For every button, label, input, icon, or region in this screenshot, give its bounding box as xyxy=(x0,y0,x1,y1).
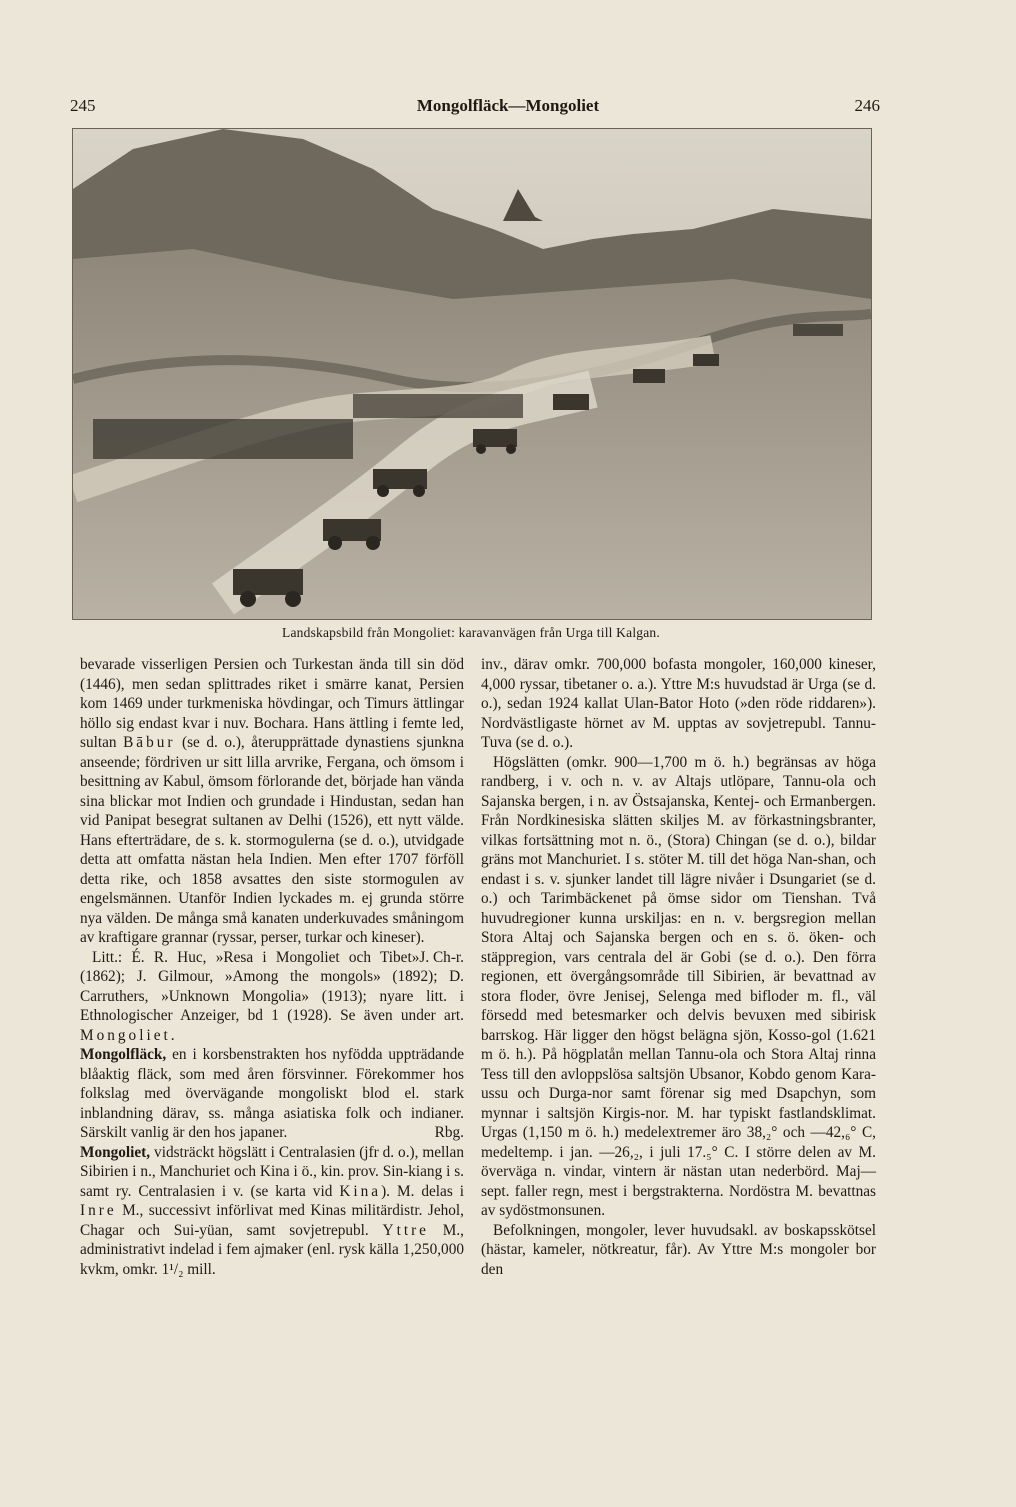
page-header xyxy=(0,96,1016,126)
figure-caption: Landskapsbild från Mongoliet: karavanvägen från Urga till Kalgan. xyxy=(282,625,660,640)
inre-term: Inre xyxy=(80,1202,117,1219)
population-paragraph: inv., därav omkr. 700,000 bofasta mongoler, 160,000 kineser, 4,000 ryssar, tibetaner o. a.). Yttre M:s huvudstad är Urga (se d. o.), sedan 1924 kallat Ulan-Bator Hoto (»den röde riddaren»). Nordvästligaste hörnet av M. upptas av sovjetrepubl. Tannu-Tuva (se d. o.). xyxy=(481,656,876,751)
literature-paragraph xyxy=(80,948,464,1046)
mongoliet-text-3: M., successivt införlivat med Kinas militärdistr. Jehol, Chagar och Sui-yüan, samt sovjetrepubl. xyxy=(80,1202,464,1239)
literature-reference: Mongoliet. xyxy=(80,1026,178,1044)
mongolflack-text: en i korsbenstrakten hos nyfödda uppträdande blåaktig fläck, som med åren försvinner. Förekommer hos folkslag med övervägande mongoliskt blod el. stark inblandning därav, ss. många asiatiska folk och indianer. Särskilt vanlig är den hos japaner. xyxy=(80,1046,465,1141)
landscape-image xyxy=(73,129,871,619)
entry-headword-mongoliet: Mongoliet, xyxy=(80,1143,151,1161)
left-column xyxy=(80,655,464,1279)
running-title: Mongolfläck—Mongoliet xyxy=(416,96,600,115)
entry-headword-mongolflack: Mongolfläck, xyxy=(80,1046,167,1063)
mongoliet-text-4: M., administrativt indelad i fem ajmaker (enl. rysk källa 1,250,000 kvkm, omkr. 1¹/₂ mill. xyxy=(80,1221,464,1278)
literature-text: É. R. Huc, »Resa i Mongoliet och Tibet» (1862); J. Gilmour, »Among the mongols» (1892); D. Carruthers, »Unknown Mongolia» (1913); nyare litt. i Ethnologischer Anzeiger, bd 1 (1928). Se även under art. xyxy=(80,948,464,1024)
kina-reference: Kina xyxy=(339,1182,382,1200)
mongolflack-entry xyxy=(80,1045,464,1143)
author-signature: Rbg. xyxy=(434,1124,464,1141)
yttre-term: Yttre xyxy=(382,1221,429,1239)
timurid-text: bevarade visserligen Persien och Turkestan ända till sin död (1446), men sedan splittrades riket i smärre kanat, Persien kom 1469 under turkmeniska hövdingar, och Timurs ättlingar höllo sig endast kvar i nuv. Bochara. Hans ättling i femte led, sultan xyxy=(80,656,464,751)
author-signature: J. Ch-r. xyxy=(419,948,464,966)
babur-name: Bābur xyxy=(123,734,176,751)
right-column xyxy=(481,655,876,1279)
geography-paragraph: Högslätten (omkr. 900—1,700 m ö. h.) begränsas av höga randberg, i v. och n. v. av Altajs utlöpare, Tannu-ola och Sajanska bergen, i n. av Östsajanska, Kentej- och Ermanbergen. Från Nordkinesiska slätten skiljes M. av förkastningsbranter, vilkas fortsättning mot n. ö., (Stora) Chingan (se d. o.), bildar gräns mot Manchuriet. I s. stöter M. till det höga Nan-shan, och endast i s. v. sjunker landet till lägre nivåer i Dsungariet (se d. o.) och Tarimbäckenet på ömse sidor om Tienshan. Två huvudregioner kunna urskiljas: en n. v. bergsregion mellan Stora Altaj och Sajanska bergen och en s. ö. öken- och stäppregion, vars centrala del är Gobi (se d. o.). Den förra regionen, ett övergångsområde till Sibirien, är bevattnad av stora floder, övre Jenisej, Selenga med bifloder m. fl., väl försedd med betesmarker och delvis bevuxen med sibirisk barrskog. Här ligger den högst belägna sjön, Kosso-gol (1.621 m ö. h.). På högplatån mellan Tannu-ola och Stora Altaj rinna Tess till den avloppslösa saltsjön Ubsanor, Kobdo genom Kara-ussu och Durga-nor samt förenar sig med Dsapchyn, som mynnar i saltsjön Kirgis-nor. M. har typiskt fastlandsklimat. Urgas (1,150 m ö. h.) medelextremer äro 38,₂° och —42,₆° C, medeltemp. i jan. —26,₂, i juli 17.₅° C. I större delen av M. överväga n. vindar, vintern är nästan utan nederbörd. Maj—sept. faller regn, mest i bergstrakterna. Nordöstra M. bevattnas av sydöstmonsunen. xyxy=(481,753,876,1219)
mongoliet-entry xyxy=(80,1143,464,1280)
page-number-left: 245 xyxy=(70,96,96,115)
timurid-text-cont: (se d. o.), återupprättade dynastiens sjunkna anseende; fördriven ur sitt lilla arvrike, Fergana, och ömsom i besittning av Kabul, ömsom förlorande det, började han vända sina blickar mot Indien och grundade i Hindustan, sedan han vid Panipat besegrat sultanen av Delhi (1526), ett nytt välde. Hans efterträdare, de s. k. stormogulerna (se d. o.), utvidgade detta att omfatta nästan hela Indien. Men efter 1707 förföll detta rike, och 1858 avsattes den siste stormogulen av engelsmännen. Utanför Indien lyckades m. ej grunda större nya välden. De många små kanaten underkuvades småningom av kraftigare grannar (ryssar, perser, turkar och kineser). xyxy=(80,734,464,946)
mongoliet-text-2: ). M. delas i xyxy=(381,1182,464,1200)
population-economy-paragraph: Befolkningen, mongoler, lever huvudsakl. av boskapsskötsel (hästar, kameler, nötkreatur, får). Av Yttre M:s mongoler bor den xyxy=(481,1221,876,1278)
page-number-right: 246 xyxy=(854,96,880,115)
timurid-paragraph xyxy=(80,655,464,966)
caravan-photograph xyxy=(72,128,872,620)
mongoliet-text: vidsträckt högslätt i Centralasien (jfr d. o.), mellan Sibirien i n., Manchuriet och Kina i ö., kin. prov. Sin-kiang i s. samt ry. Centralasien i v. (se karta vid xyxy=(80,1143,464,1200)
literature-label: Litt.: xyxy=(92,948,123,966)
